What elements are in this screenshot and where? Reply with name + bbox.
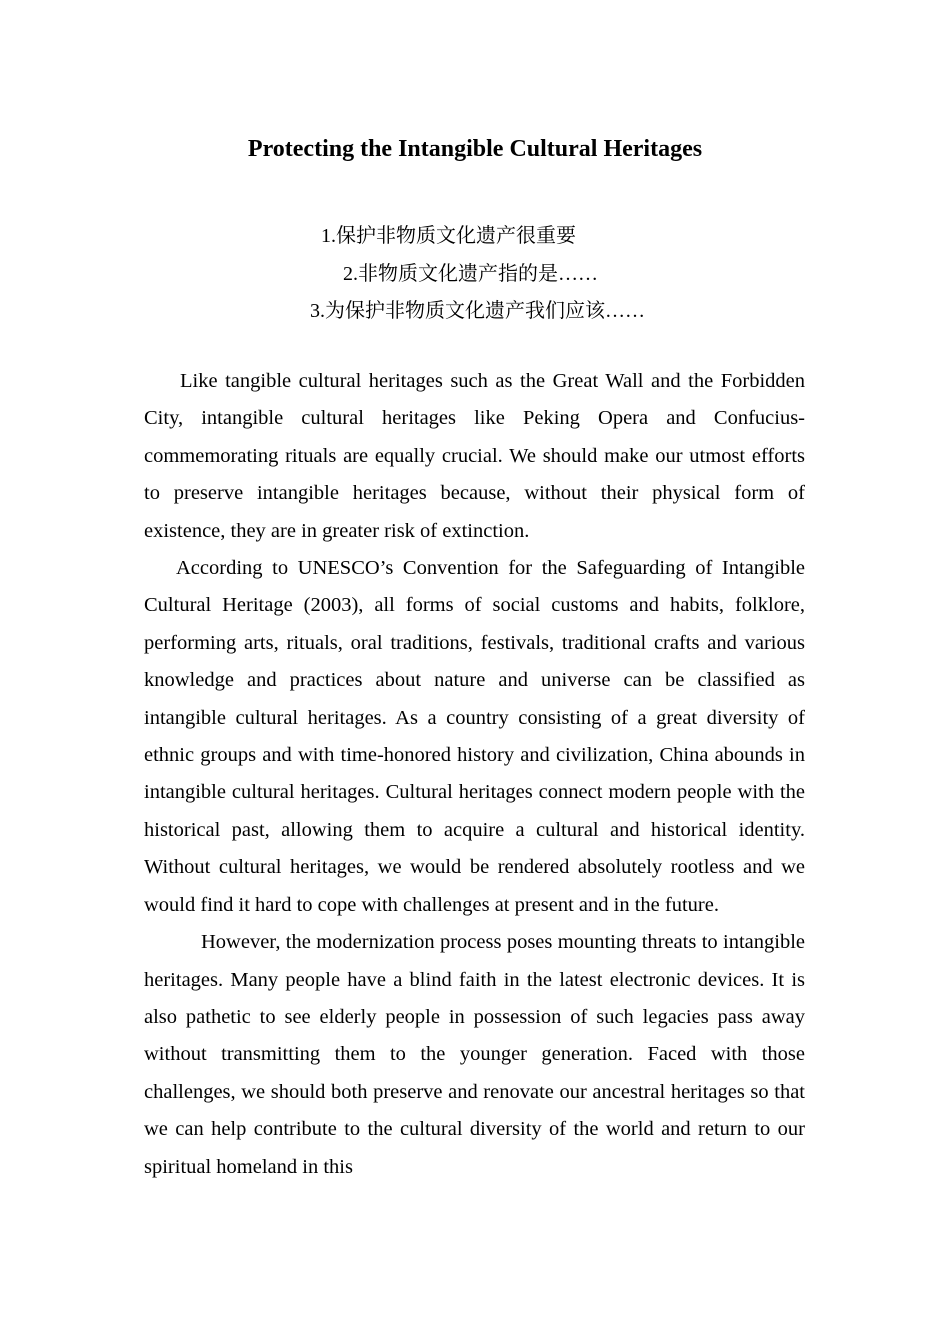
outline-item-1: 1.保护非物质文化遗产很重要 [321, 225, 576, 247]
paragraph-3: However, the modernization process poses mounting threats to intangible heritages. Many people have a blind faith in the latest electronic devices. It is also pathetic to see elderly people in possession of such legacies pass away without transmitting them to the younger generation. Faced with those challenges, we should both preserve and renovate our ancestral heritages so that we can help contribute to the cultural diversity of the world and return to our spiritual homeland in this [144, 931, 805, 1178]
outline-item-2: 2.非物质文化遗产指的是…… [343, 262, 598, 285]
paragraph-1: Like tangible cultural heritages such as the Great Wall and the Forbidden City, intangible cultural heritages like Peking Opera and Confucius-commemorating rituals are equally crucial. We should make our utmost efforts to preserve intangible heritages because, without their physical form of existence, they are in greater risk of extinction. [144, 370, 805, 542]
paragraph-2: According to UNESCO’s Convention for the Safeguarding of Intangible Cultural Heritage (2003), all forms of social customs and habits, folklore, performing arts, rituals, oral traditions, festivals, traditional crafts and various knowledge and practices about nature and universe can be classified as intangible cultural heritages. As a country consisting of a great diversity of ethnic groups and with time-honored history and civilization, China abounds in intangible cultural heritages. Cultural heritages connect modern people with the historical past, allowing them to acquire a cultural and historical identity. Without cultural heritages, we would be rendered absolutely rootless and we would find it hard to cope with challenges at present and in the future. [144, 557, 805, 916]
outline-item-3: 3.为保护非物质文化遗产我们应该…… [310, 300, 645, 322]
essay-body [144, 363, 805, 1186]
document-title: Protecting the Intangible Cultural Heritages [247, 136, 703, 162]
